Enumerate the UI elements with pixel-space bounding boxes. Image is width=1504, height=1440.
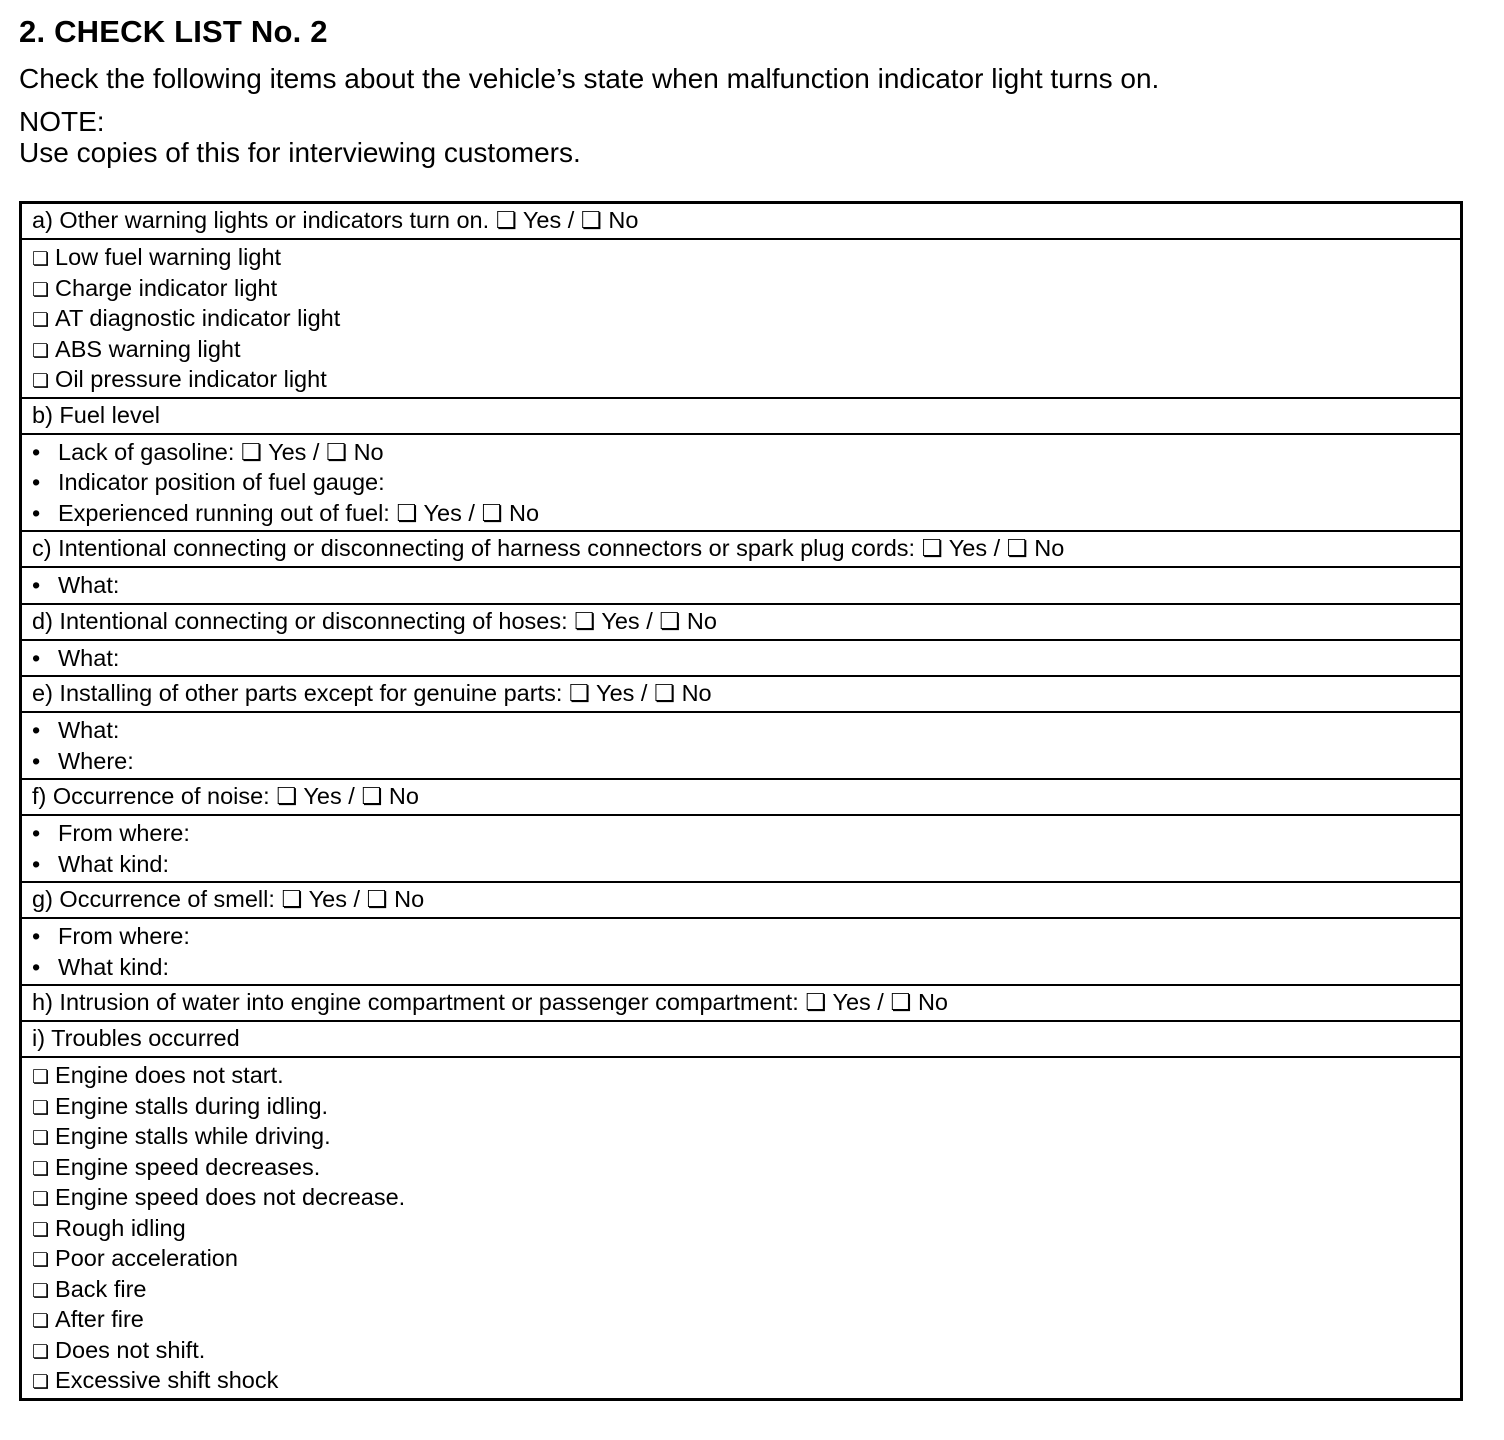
- bullet-icon: [32, 498, 58, 529]
- bullet-item-text: Lack of gasoline: ❏ Yes / ❏ No: [58, 438, 384, 465]
- bullet-icon: [32, 570, 58, 601]
- bullet-item: [32, 746, 1460, 777]
- bullet-item-text: Indicator position of fuel gauge:: [58, 469, 385, 495]
- bullet-item-text: What:: [58, 717, 120, 743]
- section-a-header-text: a) Other warning lights or indicators turn on. ❏ Yes / ❏ No: [32, 207, 639, 233]
- checkbox-item[interactable]: ❏ Low fuel warning light: [32, 242, 1460, 273]
- bullet-item: [32, 437, 1460, 468]
- section-e-header: [22, 677, 1460, 713]
- section-d-header-text: d) Intentional connecting or disconnecting of hoses: ❏ Yes / ❏ No: [32, 607, 717, 634]
- section-i-header-text: i) Troubles occurred: [32, 1025, 240, 1051]
- document-page: [19, 0, 1464, 176]
- section-h-header-text: h) Intrusion of water into engine compartment or passenger compartment: ❏ Yes / ❏ No: [32, 989, 949, 1015]
- bullet-icon: [32, 849, 58, 880]
- bullet-icon: [32, 437, 58, 468]
- section-d-header: [22, 605, 1460, 641]
- bullet-item: [32, 643, 1460, 674]
- section-a-items: [22, 240, 1460, 399]
- checkbox-item[interactable]: ❏ ABS warning light: [32, 334, 1460, 365]
- section-c-items: [22, 568, 1460, 605]
- bullet-icon: [32, 921, 58, 952]
- bullet-icon: [32, 952, 58, 983]
- section-f-header-text: f) Occurrence of noise: ❏ Yes / ❏ No: [32, 783, 419, 809]
- bullet-item-text: What:: [58, 644, 120, 671]
- section-f-header: [22, 780, 1460, 816]
- checkbox-item[interactable]: ❏ AT diagnostic indicator light: [32, 303, 1460, 334]
- section-e-header-text: e) Installing of other parts except for genuine parts: ❏ Yes / ❏ No: [32, 680, 712, 706]
- section-c-header-text: c) Intentional connecting or disconnecting of harness connectors or spark plug cords: ❏ Yes / ❏ No: [32, 535, 1065, 561]
- bullet-item-text: From where:: [58, 820, 190, 846]
- section-h-header: [22, 986, 1460, 1022]
- checkbox-item[interactable]: ❏ Engine speed decreases.: [32, 1152, 1460, 1183]
- bullet-icon: [32, 818, 58, 849]
- bullet-item: [32, 952, 1460, 983]
- bullet-item: [32, 570, 1460, 601]
- bullet-item: [32, 849, 1460, 880]
- checkbox-item[interactable]: ❏ Does not shift.: [32, 1335, 1460, 1366]
- checkbox-item[interactable]: ❏ Oil pressure indicator light: [32, 364, 1460, 395]
- section-i-header: [22, 1022, 1460, 1058]
- bullet-item-text: What kind:: [58, 850, 170, 877]
- bullet-icon: [32, 467, 58, 498]
- checkbox-item[interactable]: ❏ Charge indicator light: [32, 273, 1460, 304]
- bullet-item: [32, 498, 1460, 529]
- bullet-item-text: What:: [58, 572, 120, 598]
- checkbox-item[interactable]: ❏ After fire: [32, 1304, 1460, 1335]
- checkbox-item[interactable]: ❏ Engine does not start.: [32, 1060, 1460, 1091]
- bullet-icon: [32, 643, 58, 674]
- section-a-header: [22, 204, 1460, 240]
- section-g-items: [22, 919, 1460, 986]
- bullet-item-text: What kind:: [58, 953, 170, 980]
- checkbox-item[interactable]: ❏ Back fire: [32, 1274, 1460, 1305]
- section-b-items: [22, 435, 1460, 533]
- section-d-items: [22, 641, 1460, 678]
- bullet-icon: [32, 715, 58, 746]
- note-text: Use copies of this for interviewing customers.: [19, 137, 581, 168]
- note-label: NOTE:: [19, 106, 105, 137]
- checkbox-item[interactable]: ❏ Poor acceleration: [32, 1243, 1460, 1274]
- bullet-item-text: From where:: [58, 923, 190, 949]
- bullet-item: [32, 818, 1460, 849]
- intro-text: Check the following items about the vehicle’s state when malfunction indicator light turns on.: [19, 63, 1160, 94]
- section-b-header: [22, 399, 1460, 435]
- section-e-items: [22, 713, 1460, 780]
- section-f-items: [22, 816, 1460, 883]
- section-b-header-text: b) Fuel level: [32, 401, 160, 428]
- checkbox-item[interactable]: ❏ Excessive shift shock: [32, 1365, 1460, 1396]
- checkbox-item[interactable]: ❏ Engine speed does not decrease.: [32, 1182, 1460, 1213]
- checkbox-item[interactable]: ❏ Engine stalls while driving.: [32, 1121, 1460, 1152]
- bullet-item: [32, 715, 1460, 746]
- section-c-header: [22, 532, 1460, 568]
- bullet-item-text: Where:: [58, 747, 134, 774]
- page-title: 2. CHECK LIST No. 2: [19, 14, 328, 49]
- checklist-table: [19, 201, 1463, 1401]
- section-g-header: [22, 883, 1460, 919]
- checkbox-item[interactable]: ❏ Rough idling: [32, 1213, 1460, 1244]
- checkbox-item[interactable]: ❏ Engine stalls during idling.: [32, 1091, 1460, 1122]
- section-g-header-text: g) Occurrence of smell: ❏ Yes / ❏ No: [32, 886, 425, 912]
- bullet-item-text: Experienced running out of fuel: ❏ Yes / ❏ No: [58, 499, 540, 526]
- section-i-items: [22, 1058, 1460, 1398]
- bullet-item: [32, 467, 1460, 498]
- bullet-item: [32, 921, 1460, 952]
- bullet-icon: [32, 746, 58, 777]
